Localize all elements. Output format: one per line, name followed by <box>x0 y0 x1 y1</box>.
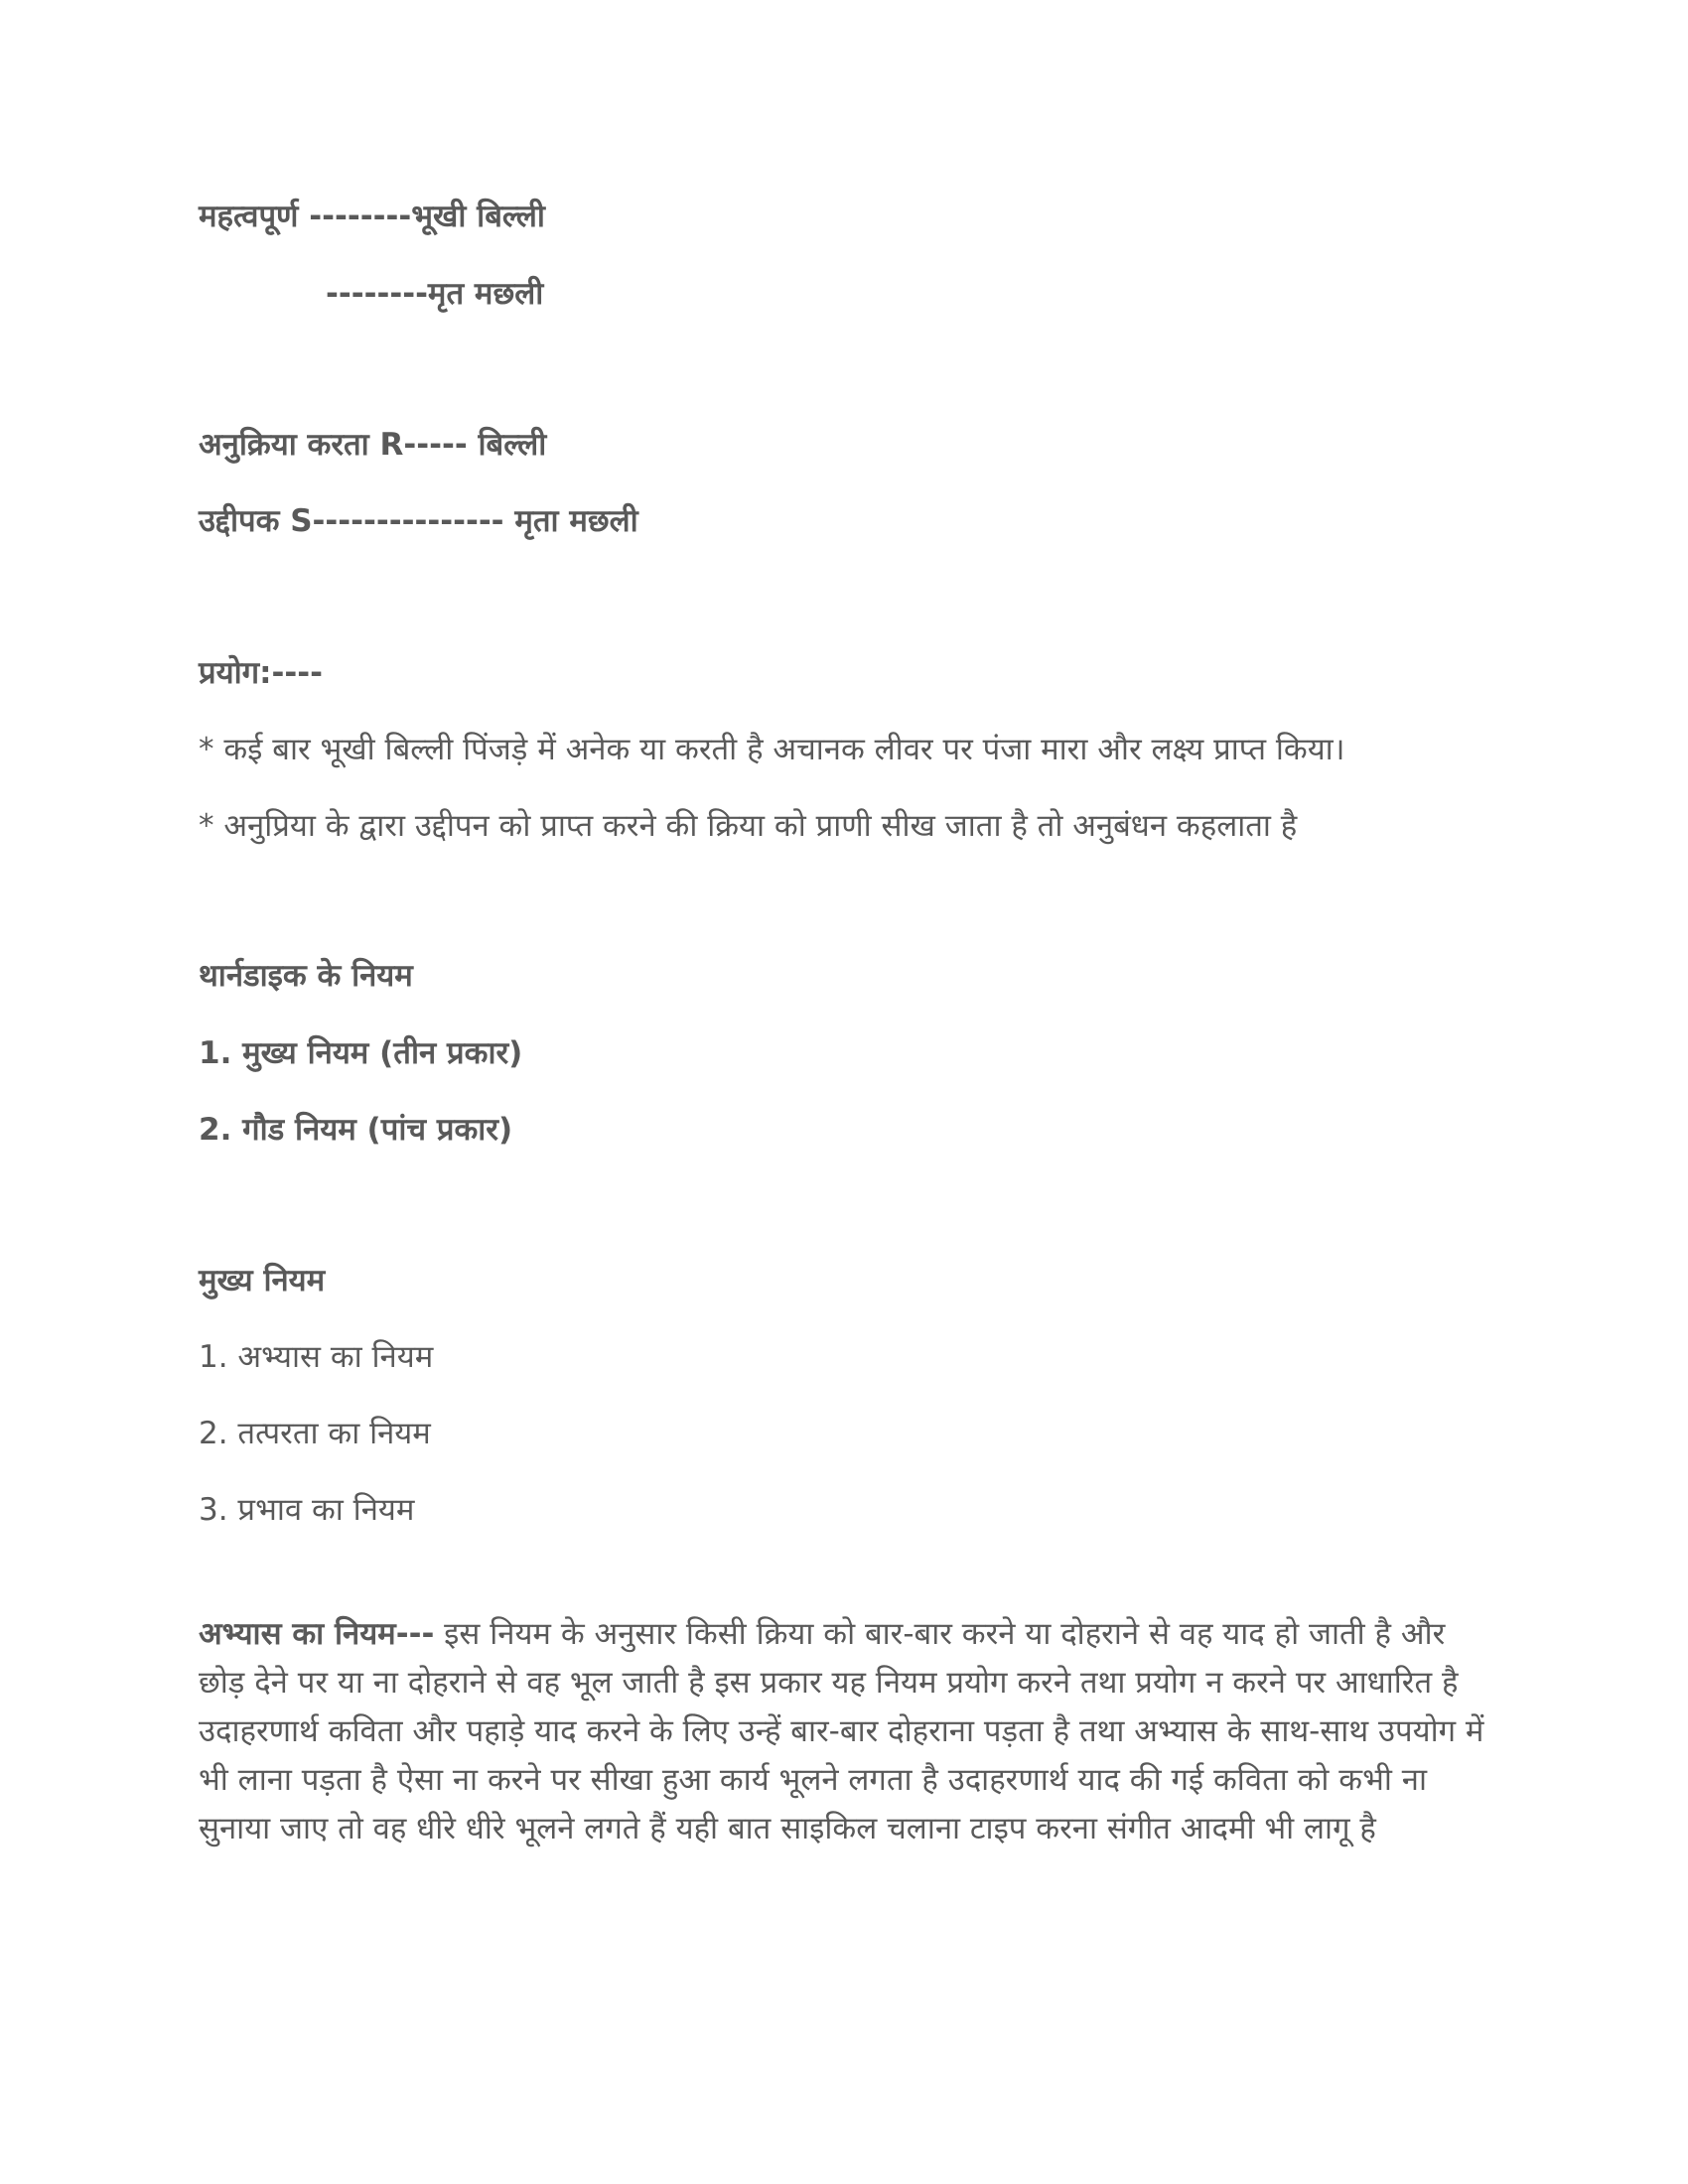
thorndike-law-item-2: 2. गौड नियम (पांच प्रकार) <box>199 1112 513 1148</box>
main-law-item: 3. प्रभाव का नियम <box>199 1492 415 1528</box>
main-laws-heading: मुख्य नियम <box>199 1263 326 1298</box>
stimulus-line: उद्दीपक S--------------- मृता मछली <box>199 503 638 539</box>
responder-line: अनुक्रिया करता R----- बिल्ली <box>199 427 547 463</box>
experiment-point-2: * अनुप्रिया के द्वारा उद्दीपन को प्राप्त करने की क्रिया को प्राणी सीख जाता है तो अनुबंधन कहलाता है <box>199 808 1298 844</box>
main-law-item: 1. अभ्यास का नियम <box>199 1339 434 1375</box>
law-of-exercise-lead: अभ्यास का नियम--- <box>199 1616 435 1652</box>
main-law-item: 2. तत्परता का नियम <box>199 1416 431 1451</box>
important-line-2: --------मृत मछली <box>326 276 544 312</box>
thorndike-laws-heading: थार्नडाइक के नियम <box>199 958 413 994</box>
law-of-exercise-text: इस नियम के अनुसार किसी क्रिया को बार-बार करने या दोहराने से वह याद हो जाती है और छोड़ देने पर या ना दोहराने से वह भूल जाती है इस प्रकार यह नियम प्रयोग करने तथा प्रयोग न करने पर आधारित है उदाहरणार्थ कविता और पहाड़े याद करने के लिए उन्हें बार-बार दोहराना पड़ता है तथा अभ्यास के साथ-साथ उपयोग में भी लाना पड़ता है ऐसा ना करने पर सीखा हुआ कार्य भूलने लगता है उदाहरणार्थ याद की गई कविता को कभी ना सुनाया जाए तो वह धीरे धीरे भूलने लगते हैं यही बात साइकिल चलाना टाइप करना संगीत आदमी भी लागू है <box>199 1616 1484 1846</box>
experiment-point-1: * कई बार भूखी बिल्ली पिंजड़े में अनेक या करती है अचानक लीवर पर पंजा मारा और लक्ष्य प्राप्त किया। <box>199 732 1345 767</box>
experiment-heading: प्रयोग:---- <box>199 655 323 691</box>
law-of-exercise-paragraph <box>199 1610 1489 1853</box>
thorndike-law-item-1: 1. मुख्य नियम (तीन प्रकार) <box>199 1035 523 1071</box>
important-line-1: महत्वपूर्ण --------भूखी बिल्ली <box>199 199 545 234</box>
